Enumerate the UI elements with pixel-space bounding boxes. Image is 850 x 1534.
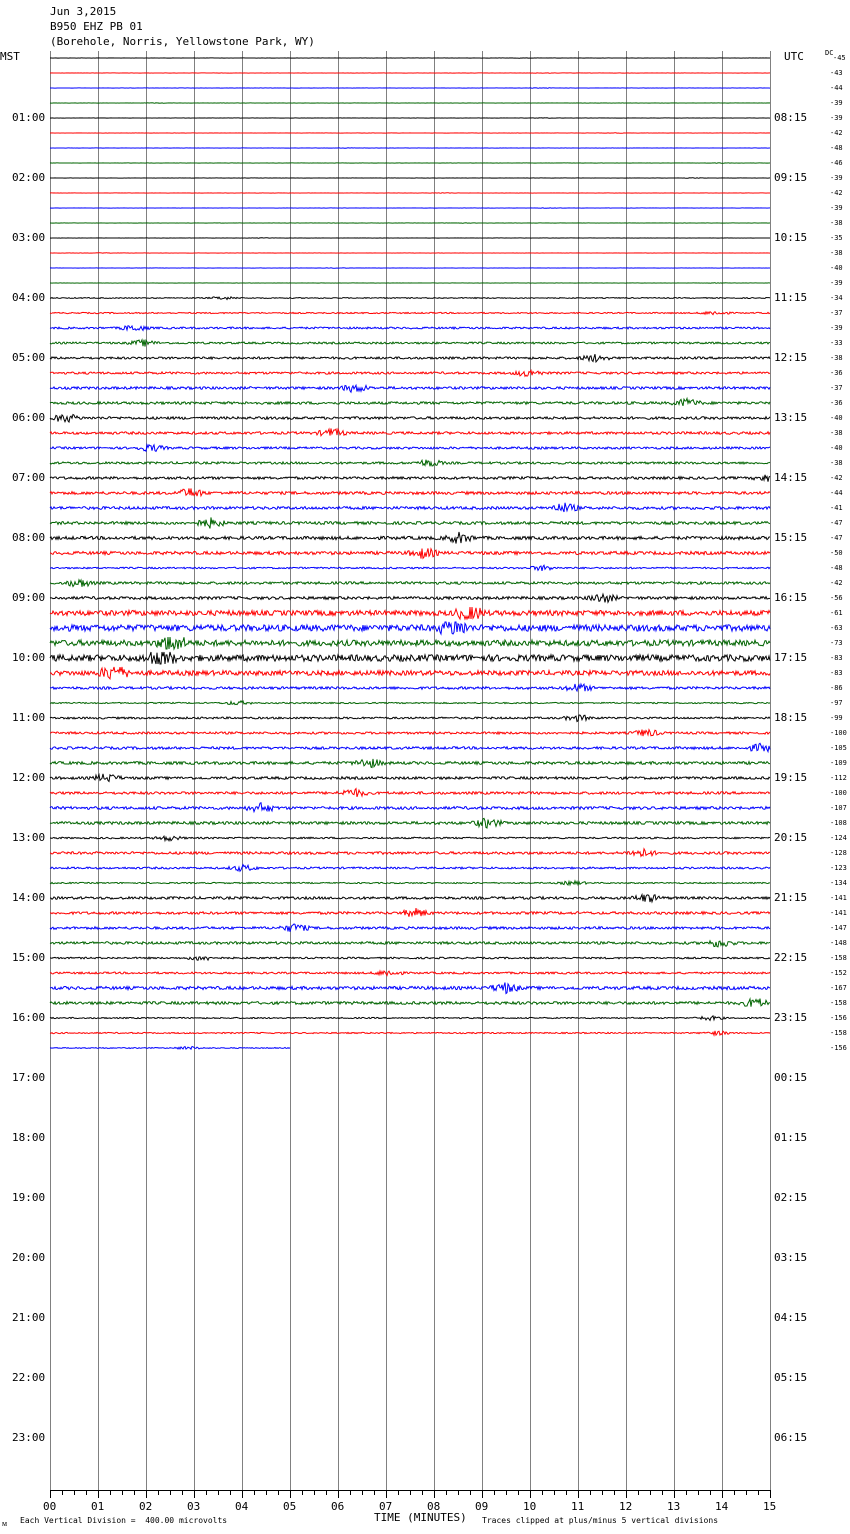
right-hour-label: 06:15 bbox=[774, 1431, 808, 1444]
trace-45 bbox=[50, 730, 770, 737]
dc-offset-label: -109 bbox=[830, 759, 847, 767]
trace-series bbox=[50, 58, 770, 1049]
trace-50 bbox=[50, 803, 770, 812]
trace-48 bbox=[50, 774, 770, 782]
left-hour-label: 01:00 bbox=[12, 111, 46, 124]
right-timezone-label: UTC bbox=[784, 50, 804, 63]
grid-lines bbox=[51, 51, 771, 1490]
dc-offset-label: -33 bbox=[830, 339, 843, 347]
left-hour-label: 03:00 bbox=[12, 231, 46, 244]
trace-3 bbox=[50, 103, 770, 104]
trace-39 bbox=[50, 637, 770, 649]
dc-offset-label: -39 bbox=[830, 114, 843, 122]
dc-offset-label: -38 bbox=[830, 429, 843, 437]
dc-offset-label: -83 bbox=[830, 669, 843, 677]
trace-22 bbox=[50, 385, 770, 392]
right-hour-label: 20:15 bbox=[774, 831, 808, 844]
clip-note: Traces clipped at plus/minus 5 vertical divisions bbox=[482, 1516, 719, 1525]
dc-offset-label: -152 bbox=[830, 969, 847, 977]
dc-offset-label: -40 bbox=[830, 444, 843, 452]
trace-42 bbox=[50, 684, 770, 691]
dc-offset-label: -63 bbox=[830, 624, 843, 632]
x-tick-label: 09 bbox=[475, 1500, 489, 1513]
trace-62 bbox=[50, 983, 770, 994]
left-timezone-label: MST bbox=[0, 50, 20, 63]
trace-37 bbox=[50, 607, 770, 619]
right-hour-label: 09:15 bbox=[774, 171, 808, 184]
trace-38 bbox=[50, 622, 770, 634]
left-hour-label: 04:00 bbox=[12, 291, 46, 304]
left-hour-label: 11:00 bbox=[12, 711, 46, 724]
dc-offset-label: -50 bbox=[830, 549, 843, 557]
trace-13 bbox=[50, 253, 770, 254]
x-tick-label: 11 bbox=[571, 1500, 585, 1513]
dc-offset-label: -83 bbox=[830, 654, 843, 662]
dc-offset-label: -141 bbox=[830, 894, 847, 902]
x-tick-label: 00 bbox=[43, 1500, 57, 1513]
dc-offset-label: -148 bbox=[830, 939, 847, 947]
dc-offset-label: -46 bbox=[830, 159, 843, 167]
left-hour-label: 21:00 bbox=[12, 1311, 46, 1324]
right-hour-label: 10:15 bbox=[774, 231, 808, 244]
header-location: (Borehole, Norris, Yellowstone Park, WY) bbox=[50, 35, 315, 48]
dc-offset-label: -123 bbox=[830, 864, 847, 872]
dc-offset-label: -158 bbox=[830, 1029, 847, 1037]
trace-7 bbox=[50, 163, 770, 164]
trace-21 bbox=[50, 370, 770, 376]
left-hour-label: 19:00 bbox=[12, 1191, 46, 1204]
dc-offset-label: -45 bbox=[833, 54, 846, 62]
dc-offset-label: -42 bbox=[830, 129, 843, 137]
left-hour-label: 15:00 bbox=[12, 951, 46, 964]
trace-10 bbox=[50, 208, 770, 209]
trace-60 bbox=[50, 957, 770, 961]
left-hour-label: 16:00 bbox=[12, 1011, 46, 1024]
dc-offset-label: -56 bbox=[830, 594, 843, 602]
dc-offset-label: -39 bbox=[830, 99, 843, 107]
right-hour-label: 17:15 bbox=[774, 651, 808, 664]
right-hour-label: 22:15 bbox=[774, 951, 808, 964]
trace-57 bbox=[50, 908, 770, 917]
dc-offset-label: -38 bbox=[830, 219, 843, 227]
trace-40 bbox=[50, 652, 770, 664]
x-tick-label: 07 bbox=[379, 1500, 393, 1513]
x-tick-label: 04 bbox=[235, 1500, 249, 1513]
dc-offset-label: -47 bbox=[830, 519, 843, 527]
left-hour-label: 17:00 bbox=[12, 1071, 46, 1084]
dc-offset-label: -86 bbox=[830, 684, 843, 692]
dc-offset-label: -37 bbox=[830, 384, 843, 392]
trace-32 bbox=[50, 532, 770, 544]
trace-46 bbox=[50, 743, 770, 751]
trace-30 bbox=[50, 503, 770, 512]
x-tick-label: 02 bbox=[139, 1500, 153, 1513]
dc-offset-label: -141 bbox=[830, 909, 847, 917]
trace-34 bbox=[50, 565, 770, 571]
dc-offset-label: -167 bbox=[830, 984, 847, 992]
trace-14 bbox=[50, 268, 770, 269]
scale-note: Each Vertical Division = 400.00 microvolts bbox=[20, 1516, 228, 1525]
trace-26 bbox=[50, 445, 770, 452]
dc-offset-label: -147 bbox=[830, 924, 847, 932]
left-hour-label: 09:00 bbox=[12, 591, 46, 604]
trace-19 bbox=[50, 340, 770, 347]
dc-offset-label: -41 bbox=[830, 504, 843, 512]
dc-offset-label: -38 bbox=[830, 354, 843, 362]
dc-offset-label: -36 bbox=[830, 399, 843, 407]
right-hour-label: 11:15 bbox=[774, 291, 808, 304]
dc-offset-label: -73 bbox=[830, 639, 843, 647]
right-hour-label: 23:15 bbox=[774, 1011, 808, 1024]
right-hour-label: 00:15 bbox=[774, 1071, 808, 1084]
dc-offset-label: -37 bbox=[830, 309, 843, 317]
trace-59 bbox=[50, 941, 770, 947]
trace-31 bbox=[50, 517, 770, 528]
right-hour-label: 19:15 bbox=[774, 771, 808, 784]
dc-offset-label: -42 bbox=[830, 189, 843, 197]
dc-offset-label: -100 bbox=[830, 789, 847, 797]
trace-44 bbox=[50, 715, 770, 722]
x-tick-label: 03 bbox=[187, 1500, 201, 1513]
dc-offset-label: -158 bbox=[830, 999, 847, 1007]
dc-offset-label: -38 bbox=[830, 459, 843, 467]
trace-27 bbox=[50, 460, 770, 467]
trace-61 bbox=[50, 971, 770, 975]
trace-47 bbox=[50, 759, 770, 768]
trace-29 bbox=[50, 488, 770, 496]
right-hour-label: 14:15 bbox=[774, 471, 808, 484]
x-tick-label: 13 bbox=[667, 1500, 681, 1513]
trace-4 bbox=[50, 118, 770, 119]
right-hour-label: 05:15 bbox=[774, 1371, 808, 1384]
trace-20 bbox=[50, 354, 770, 362]
header-date: Jun 3,2015 bbox=[50, 5, 117, 18]
dc-offset-label: -134 bbox=[830, 879, 847, 887]
trace-54 bbox=[50, 865, 770, 872]
dc-offset-label: -128 bbox=[830, 849, 847, 857]
trace-18 bbox=[50, 326, 770, 331]
trace-43 bbox=[50, 701, 770, 705]
right-hour-label: 16:15 bbox=[774, 591, 808, 604]
dc-offset-label: -44 bbox=[830, 489, 843, 497]
trace-63 bbox=[50, 999, 770, 1007]
trace-28 bbox=[50, 475, 770, 482]
dc-offset-label: -61 bbox=[830, 609, 843, 617]
dc-offset-label: -39 bbox=[830, 174, 843, 182]
dc-offset-label: -47 bbox=[830, 534, 843, 542]
right-hour-label: 21:15 bbox=[774, 891, 808, 904]
right-hour-label: 03:15 bbox=[774, 1251, 808, 1264]
trace-12 bbox=[50, 238, 770, 239]
trace-58 bbox=[50, 924, 770, 932]
left-hour-label: 20:00 bbox=[12, 1251, 46, 1264]
trace-66 bbox=[50, 1047, 290, 1050]
left-hour-label: 05:00 bbox=[12, 351, 46, 364]
right-hour-label: 04:15 bbox=[774, 1311, 808, 1324]
x-tick-label: 14 bbox=[715, 1500, 729, 1513]
dc-offset-label: -39 bbox=[830, 324, 843, 332]
dc-offset-label: -112 bbox=[830, 774, 847, 782]
dc-offset-label: -108 bbox=[830, 819, 847, 827]
left-hour-label: 12:00 bbox=[12, 771, 46, 784]
dc-offset-label: -38 bbox=[830, 249, 843, 257]
trace-52 bbox=[50, 836, 770, 841]
right-hour-label: 13:15 bbox=[774, 411, 808, 424]
trace-56 bbox=[50, 895, 770, 902]
dc-offset-label: -35 bbox=[830, 234, 843, 242]
trace-53 bbox=[50, 849, 770, 857]
trace-49 bbox=[50, 789, 770, 797]
trace-23 bbox=[50, 399, 770, 406]
x-tick-label: 06 bbox=[331, 1500, 345, 1513]
trace-15 bbox=[50, 283, 770, 284]
dc-offset-label: -124 bbox=[830, 834, 847, 842]
trace-41 bbox=[50, 667, 770, 679]
dc-offset-label: -42 bbox=[830, 579, 843, 587]
right-hour-label: 15:15 bbox=[774, 531, 808, 544]
trace-51 bbox=[50, 818, 770, 828]
left-hour-label: 14:00 bbox=[12, 891, 46, 904]
left-hour-label: 23:00 bbox=[12, 1431, 46, 1444]
x-tick-label: 15 bbox=[763, 1500, 777, 1513]
corner-mark: ᴍ bbox=[2, 1519, 8, 1528]
dc-offset-label: -107 bbox=[830, 804, 847, 812]
left-hour-label: 22:00 bbox=[12, 1371, 46, 1384]
dc-offset-label: -48 bbox=[830, 144, 843, 152]
dc-offset-label: -44 bbox=[830, 84, 843, 92]
dc-offset-label: -34 bbox=[830, 294, 843, 302]
dc-offset-label: -158 bbox=[830, 954, 847, 962]
trace-36 bbox=[50, 594, 770, 602]
dc-offset-label: -156 bbox=[830, 1014, 847, 1022]
dc-offset-label: -100 bbox=[830, 729, 847, 737]
x-tick-label: 08 bbox=[427, 1500, 441, 1513]
trace-33 bbox=[50, 548, 770, 558]
left-hour-label: 08:00 bbox=[12, 531, 46, 544]
trace-24 bbox=[50, 415, 770, 423]
x-axis bbox=[50, 1490, 771, 1498]
left-hour-label: 18:00 bbox=[12, 1131, 46, 1144]
left-hour-label: 13:00 bbox=[12, 831, 46, 844]
header-station: B950 EHZ PB 01 bbox=[50, 20, 143, 33]
right-hour-label: 18:15 bbox=[774, 711, 808, 724]
trace-55 bbox=[50, 881, 770, 885]
x-tick-label: 01 bbox=[91, 1500, 105, 1513]
trace-64 bbox=[50, 1016, 770, 1021]
dc-offset-label: -99 bbox=[830, 714, 843, 722]
dc-offset-label: -39 bbox=[830, 204, 843, 212]
trace-17 bbox=[50, 312, 770, 315]
x-tick-label: 12 bbox=[619, 1500, 633, 1513]
trace-35 bbox=[50, 580, 770, 587]
trace-65 bbox=[50, 1031, 770, 1035]
dc-offset-label: -36 bbox=[830, 369, 843, 377]
right-hour-label: 08:15 bbox=[774, 111, 808, 124]
x-axis-title: TIME (MINUTES) bbox=[374, 1511, 467, 1524]
dc-label: DC bbox=[825, 49, 834, 57]
dc-offset-label: -156 bbox=[830, 1044, 847, 1052]
left-hour-label: 10:00 bbox=[12, 651, 46, 664]
dc-offset-label: -43 bbox=[830, 69, 843, 77]
dc-offset-label: -105 bbox=[830, 744, 847, 752]
trace-16 bbox=[50, 297, 770, 300]
x-tick-label: 05 bbox=[283, 1500, 297, 1513]
dc-offset-label: -42 bbox=[830, 474, 843, 482]
right-hour-label: 02:15 bbox=[774, 1191, 808, 1204]
right-hour-label: 01:15 bbox=[774, 1131, 808, 1144]
trace-25 bbox=[50, 429, 770, 436]
left-hour-label: 06:00 bbox=[12, 411, 46, 424]
left-hour-label: 02:00 bbox=[12, 171, 46, 184]
dc-offset-label: -39 bbox=[830, 279, 843, 287]
dc-offset-label: -48 bbox=[830, 564, 843, 572]
left-hour-label: 07:00 bbox=[12, 471, 46, 484]
right-hour-label: 12:15 bbox=[774, 351, 808, 364]
dc-offset-label: -40 bbox=[830, 264, 843, 272]
dc-offset-label: -40 bbox=[830, 414, 843, 422]
dc-offset-label: -97 bbox=[830, 699, 843, 707]
x-tick-label: 10 bbox=[523, 1500, 537, 1513]
